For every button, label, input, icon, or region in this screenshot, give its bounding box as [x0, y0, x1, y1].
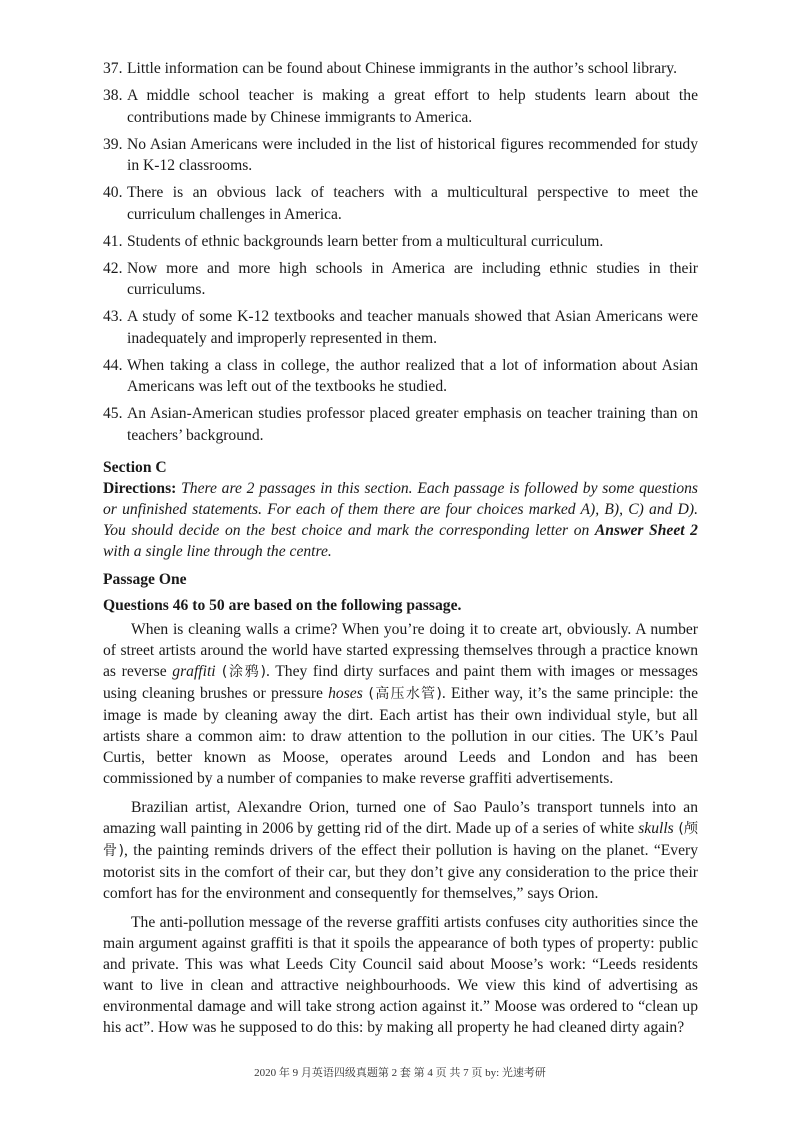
question-text: Little information can be found about Chinese immigrants in the author’s school library. — [127, 60, 677, 77]
page-footer: 2020 年 9 月英语四级真题第 2 套 第 4 页 共 7 页 by: 光速考研 — [254, 1067, 546, 1079]
question-item — [103, 85, 698, 128]
question-text: An Asian-American studies professor placed greater emphasis on teacher training than on teachers’ background. — [127, 405, 698, 444]
paragraph-text: When is cleaning walls a crime? When you’re doing it to create art, obviously. A number of street artists around the world have started expressing themselves through a practice known as reverse — [103, 621, 698, 680]
question-item — [103, 258, 698, 301]
directions — [103, 478, 698, 562]
question-text: There is an obvious lack of teachers with a multicultural perspective to meet the curriculum challenges in America. — [127, 184, 698, 223]
paragraph-text: . They find dirty surfaces and paint them with images or messages using cleaning brushes or pressure — [103, 663, 698, 702]
question-item — [103, 355, 698, 398]
question-number: 39. — [103, 135, 123, 153]
question-item — [103, 58, 698, 80]
question-item — [103, 134, 698, 177]
chinese-gloss: (高压水管) — [362, 686, 442, 702]
passage-title: Passage One — [103, 571, 187, 588]
section-title: Section C — [103, 459, 167, 476]
directions-text: There are 2 passages in this section. Each passage is followed by some questions or unfinished statements. For each of them there are four choices marked A), B), C) and D). You should decide on the best choice and mark the corresponding letter on — [103, 480, 698, 539]
passage-paragraph-1 — [103, 619, 698, 789]
question-number: 43. — [103, 308, 123, 325]
exam-page — [103, 58, 698, 1046]
question-text: When taking a class in college, the author realized that a lot of information about Asian Americans was left out of the textbooks he studied. — [127, 356, 698, 395]
question-text: A study of some K-12 textbooks and teacher manuals showed that Asian Americans were inadequately and improperly represented in them. — [127, 308, 698, 347]
answer-sheet-reference: Answer Sheet 2 — [594, 522, 698, 539]
paragraph-text: Brazilian artist, Alexandre Orion, turned one of Sao Paulo’s transport tunnels into an amazing wall painting in 2006 by getting rid of the dirt. Made up of a series of white — [103, 799, 698, 837]
question-item — [103, 182, 698, 225]
glossed-word: graffiti — [172, 663, 216, 680]
glossed-word: hoses — [328, 685, 363, 702]
question-text: Students of ethnic backgrounds learn better from a multicultural curriculum. — [127, 232, 604, 250]
question-number: 40. — [103, 184, 123, 201]
chinese-gloss: (涂鸦) — [215, 664, 266, 680]
passage-subtitle: Questions 46 to 50 are based on the following passage. — [103, 597, 462, 614]
paragraph-text: , the painting reminds drivers of the effect their pollution is having on the planet. “Every motorist sits in the comfort of their car, but they don’t give any consideration to the price their comfort has for the environment and consequently for themselves,” says Orion. — [103, 842, 699, 902]
question-text: Now more and more high schools in America are including ethnic studies in their curriculums. — [127, 259, 698, 298]
question-text: No Asian Americans were included in the list of historical figures recommended for study in K-12 classrooms. — [127, 135, 698, 174]
question-number: 44. — [103, 356, 123, 374]
glossed-word: skulls — [638, 820, 674, 837]
directions-label: Directions: — [103, 480, 177, 497]
question-text: A middle school teacher is making a great effort to help students learn about the contributions made by Chinese immigrants to America. — [127, 87, 698, 126]
passage-paragraph-3: The anti-pollution message of the reverse graffiti artists confuses city authorities since the main argument against graffiti is that it spoils the appearance of both types of property: public and private. This was what Leeds City Council said about Moose’s work: “Leeds residents want to live in clean and attractive neighbourhoods. We view this kind of advertising as environmental damage and will take strong action against it.” Moose was ordered to “clean up his act”. How was he supposed to do this: by making all property he had cleaned dirty again? — [103, 914, 698, 1036]
question-list — [103, 58, 698, 446]
paragraph-text: . Either way, it’s the same principle: the image is made by cleaning away the dirt. Each artist has their own individual style, but all artists share a common aim: to draw attention to the pollution in our cities. The UK’s Paul Curtis, better known as Moose, operates around Leeds and London and has been commissioned by a number of companies to make reverse graffiti advertisements. — [103, 685, 698, 787]
question-number: 38. — [103, 87, 123, 104]
question-item — [103, 403, 698, 446]
question-item — [103, 231, 698, 253]
chinese-gloss: (颅骨) — [103, 821, 698, 859]
question-number: 45. — [103, 405, 123, 422]
question-item — [103, 306, 698, 349]
passage-paragraph-2 — [103, 797, 698, 904]
question-number: 41. — [103, 232, 123, 250]
question-number: 42. — [103, 259, 123, 277]
directions-text-end: with a single line through the centre. — [103, 543, 332, 560]
question-number: 37. — [103, 60, 123, 77]
